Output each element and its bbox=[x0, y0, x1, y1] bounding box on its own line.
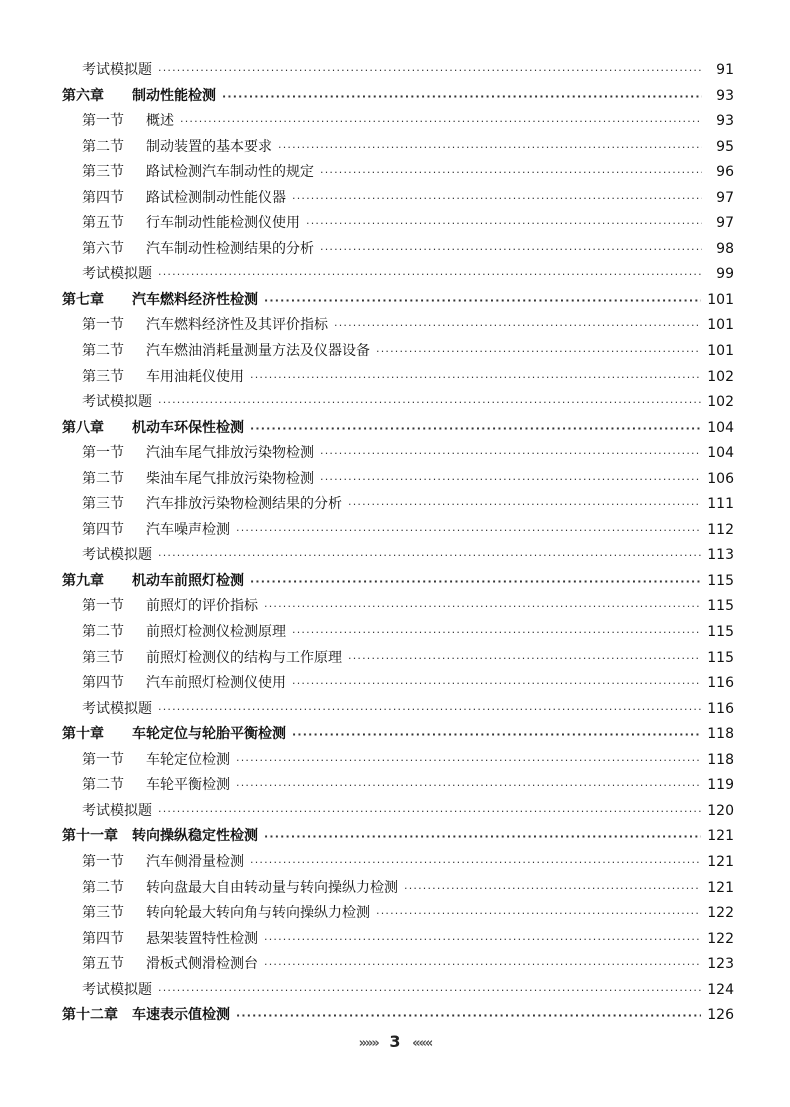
toc-entry-title: 悬架装置特性检测 bbox=[146, 930, 258, 947]
toc-entry-number: 第二节 bbox=[82, 777, 124, 794]
toc-page-number: 93 bbox=[716, 87, 734, 104]
toc-entry-row bbox=[62, 697, 734, 723]
toc-entry-title: 汽车噪声检测 bbox=[146, 521, 230, 538]
toc-page-number: 106 bbox=[707, 470, 734, 487]
toc-page-number: 102 bbox=[707, 394, 734, 411]
toc-entry-number: 第六章 bbox=[62, 87, 104, 104]
toc-page-number: 112 bbox=[707, 521, 734, 538]
toc-entry-row bbox=[62, 339, 734, 365]
toc-entry-number: 第十一章 bbox=[62, 828, 118, 845]
toc-entry-title: 机动车环保性检测 bbox=[132, 419, 244, 436]
toc-entry-title: 路试检测制动性能仪器 bbox=[146, 189, 286, 206]
toc-entry-number: 第十章 bbox=[62, 726, 104, 743]
toc-entry-title: 车轮定位与轮胎平衡检测 bbox=[132, 726, 286, 743]
toc-entry-row bbox=[62, 390, 734, 416]
toc-page-number: 93 bbox=[716, 113, 734, 130]
dot-leader bbox=[158, 262, 702, 288]
dot-leader bbox=[264, 824, 701, 850]
toc-page-number: 115 bbox=[707, 598, 734, 615]
toc-entry-row bbox=[62, 543, 734, 569]
toc-chapter-row bbox=[62, 824, 734, 850]
dot-leader bbox=[158, 390, 701, 416]
dot-leader bbox=[278, 135, 702, 161]
toc-page-number: 96 bbox=[716, 164, 734, 181]
toc-page-number: 119 bbox=[707, 777, 734, 794]
toc-entry-title: 车速表示值检测 bbox=[132, 1007, 230, 1024]
dot-leader bbox=[250, 416, 701, 442]
toc-chapter-row bbox=[62, 1003, 734, 1029]
dot-leader bbox=[292, 671, 701, 697]
dot-leader bbox=[264, 952, 701, 978]
toc-entry-number: 第九章 bbox=[62, 572, 104, 589]
toc-page-number: 97 bbox=[716, 215, 734, 232]
toc-entry-number: 第一节 bbox=[82, 751, 124, 768]
toc-page-number: 116 bbox=[707, 700, 734, 717]
toc-entry-title: 车轮定位检测 bbox=[146, 751, 230, 768]
dot-leader bbox=[292, 620, 701, 646]
dot-leader bbox=[236, 748, 701, 774]
toc-entry-title: 汽油车尾气排放污染物检测 bbox=[146, 445, 314, 462]
toc-page-number: 122 bbox=[707, 905, 734, 922]
toc-page-number: 124 bbox=[707, 981, 734, 998]
toc-entry-title: 路试检测汽车制动性的规定 bbox=[146, 164, 314, 181]
toc-entry-title: 前照灯检测仪的结构与工作原理 bbox=[146, 649, 342, 666]
toc-entry-title: 汽车燃料经济性及其评价指标 bbox=[146, 317, 328, 334]
toc-entry-number: 第四节 bbox=[82, 189, 124, 206]
dot-leader bbox=[348, 646, 701, 672]
dot-leader bbox=[264, 594, 701, 620]
toc-page-number: 98 bbox=[716, 240, 734, 257]
toc-page-number: 116 bbox=[707, 675, 734, 692]
toc-entry-number: 第三节 bbox=[82, 649, 124, 666]
toc-page-number: 111 bbox=[707, 496, 734, 513]
toc-entry-row bbox=[62, 748, 734, 774]
toc-entry-row bbox=[62, 620, 734, 646]
dot-leader bbox=[250, 850, 701, 876]
toc-page-number: 118 bbox=[707, 751, 734, 768]
dot-leader bbox=[180, 109, 702, 135]
toc-page-number: 122 bbox=[707, 930, 734, 947]
toc-page-number: 104 bbox=[707, 445, 734, 462]
right-arrows-ornament: ««« bbox=[412, 1036, 432, 1051]
toc-entry-title: 汽车侧滑量检测 bbox=[146, 853, 244, 870]
dot-leader bbox=[320, 160, 702, 186]
toc-entry-row bbox=[62, 467, 734, 493]
page-footer bbox=[0, 1032, 790, 1051]
toc-entry-title: 转向操纵稳定性检测 bbox=[132, 828, 258, 845]
dot-leader bbox=[320, 467, 701, 493]
toc-entry-title: 考试模拟题 bbox=[82, 802, 152, 819]
toc-chapter-row bbox=[62, 84, 734, 110]
toc-entry-row bbox=[62, 211, 734, 237]
toc-page-number: 101 bbox=[707, 317, 734, 334]
toc-entry-title: 前照灯检测仪检测原理 bbox=[146, 624, 286, 641]
toc-entry-row bbox=[62, 365, 734, 391]
toc-entry-row bbox=[62, 186, 734, 212]
toc-entry-title: 汽车制动性检测结果的分析 bbox=[146, 240, 314, 257]
toc-entry-row bbox=[62, 901, 734, 927]
toc-page-number: 101 bbox=[707, 291, 734, 308]
toc-entry-number: 第六节 bbox=[82, 240, 124, 257]
dot-leader bbox=[334, 313, 701, 339]
toc-entry-title: 转向盘最大自由转动量与转向操纵力检测 bbox=[146, 879, 398, 896]
toc-page-number: 121 bbox=[707, 853, 734, 870]
toc-entry-number: 第一节 bbox=[82, 445, 124, 462]
toc-page-number: 115 bbox=[707, 624, 734, 641]
toc-entry-row bbox=[62, 850, 734, 876]
toc-entry-number: 第七章 bbox=[62, 291, 104, 308]
toc-entry-number: 第三节 bbox=[82, 368, 124, 385]
toc-chapter-row bbox=[62, 416, 734, 442]
dot-leader bbox=[158, 697, 701, 723]
toc-entry-number: 第二节 bbox=[82, 470, 124, 487]
toc-page-number: 91 bbox=[716, 62, 734, 78]
toc-page-number: 99 bbox=[716, 266, 734, 283]
toc-entry-title: 汽车排放污染物检测结果的分析 bbox=[146, 496, 342, 513]
toc-entry-row bbox=[62, 978, 734, 1004]
dot-leader bbox=[222, 84, 702, 110]
toc-entry-number: 第二节 bbox=[82, 343, 124, 360]
toc-entry-number: 第四节 bbox=[82, 675, 124, 692]
toc-entry-title: 概述 bbox=[146, 113, 174, 130]
toc-page-number: 104 bbox=[707, 419, 734, 436]
dot-leader bbox=[376, 339, 701, 365]
dot-leader bbox=[158, 543, 701, 569]
toc-entry-title: 前照灯的评价指标 bbox=[146, 598, 258, 615]
toc-page-number: 123 bbox=[707, 956, 734, 973]
toc-entry-row bbox=[62, 927, 734, 953]
toc-entry-number: 第三节 bbox=[82, 496, 124, 513]
toc-entry-title: 考试模拟题 bbox=[82, 394, 152, 411]
toc-entry-number: 第二节 bbox=[82, 879, 124, 896]
dot-leader bbox=[158, 799, 701, 825]
toc-page-number: 118 bbox=[707, 726, 734, 743]
toc-entry-row bbox=[62, 313, 734, 339]
dot-leader bbox=[292, 722, 701, 748]
toc-chapter-row bbox=[62, 722, 734, 748]
toc-entry-number: 第三节 bbox=[82, 905, 124, 922]
toc-entry-number: 第二节 bbox=[82, 624, 124, 641]
toc-entry-row bbox=[62, 876, 734, 902]
toc-entry-number: 第二节 bbox=[82, 138, 124, 155]
toc-entry-row bbox=[62, 492, 734, 518]
toc-entry-title: 考试模拟题 bbox=[82, 266, 152, 283]
dot-leader bbox=[236, 518, 701, 544]
toc-entry-row bbox=[62, 58, 734, 84]
toc-page-number: 101 bbox=[707, 343, 734, 360]
toc-entry-row bbox=[62, 594, 734, 620]
toc-page-number: 115 bbox=[707, 572, 734, 589]
toc-entry-number: 第三节 bbox=[82, 164, 124, 181]
toc-entry-row bbox=[62, 262, 734, 288]
toc-entry-title: 制动性能检测 bbox=[132, 87, 216, 104]
dot-leader bbox=[320, 441, 701, 467]
toc-entry-row bbox=[62, 646, 734, 672]
dot-leader bbox=[320, 237, 702, 263]
toc-page-number: 120 bbox=[707, 802, 734, 819]
toc-entry-number: 第八章 bbox=[62, 419, 104, 436]
toc-entry-row bbox=[62, 671, 734, 697]
dot-leader bbox=[158, 58, 702, 84]
dot-leader bbox=[348, 492, 701, 518]
page-number: 3 bbox=[389, 1032, 401, 1051]
toc-entry-number: 第一节 bbox=[82, 113, 124, 130]
toc-entry-title: 柴油车尾气排放污染物检测 bbox=[146, 470, 314, 487]
dot-leader bbox=[376, 901, 701, 927]
toc-entry-row bbox=[62, 952, 734, 978]
dot-leader bbox=[306, 211, 702, 237]
toc-entry-number: 第五节 bbox=[82, 956, 124, 973]
dot-leader bbox=[250, 569, 701, 595]
toc-entry-title: 机动车前照灯检测 bbox=[132, 572, 244, 589]
dot-leader bbox=[292, 186, 702, 212]
toc-entry-row bbox=[62, 109, 734, 135]
table-of-contents bbox=[62, 58, 734, 1029]
toc-entry-title: 考试模拟题 bbox=[82, 547, 152, 564]
dot-leader bbox=[250, 365, 701, 391]
toc-entry-row bbox=[62, 773, 734, 799]
toc-entry-number: 第四节 bbox=[82, 930, 124, 947]
toc-entry-title: 车轮平衡检测 bbox=[146, 777, 230, 794]
toc-entry-title: 汽车前照灯检测仪使用 bbox=[146, 675, 286, 692]
toc-page-number: 97 bbox=[716, 189, 734, 206]
dot-leader bbox=[264, 927, 701, 953]
toc-entry-title: 滑板式侧滑检测台 bbox=[146, 956, 258, 973]
toc-entry-number: 第十二章 bbox=[62, 1007, 118, 1024]
toc-page-number: 113 bbox=[707, 547, 734, 564]
toc-entry-title: 汽车燃料经济性检测 bbox=[132, 291, 258, 308]
toc-entry-row bbox=[62, 799, 734, 825]
toc-page-number: 121 bbox=[707, 828, 734, 845]
toc-entry-title: 考试模拟题 bbox=[82, 62, 152, 78]
toc-entry-title: 汽车燃油消耗量测量方法及仪器设备 bbox=[146, 343, 370, 360]
toc-entry-row bbox=[62, 518, 734, 544]
dot-leader bbox=[236, 1003, 701, 1029]
toc-entry-row bbox=[62, 160, 734, 186]
toc-chapter-row bbox=[62, 569, 734, 595]
toc-entry-number: 第一节 bbox=[82, 598, 124, 615]
dot-leader bbox=[158, 978, 701, 1004]
toc-entry-title: 考试模拟题 bbox=[82, 700, 152, 717]
toc-entry-title: 考试模拟题 bbox=[82, 981, 152, 998]
toc-entry-row bbox=[62, 237, 734, 263]
toc-entry-number: 第五节 bbox=[82, 215, 124, 232]
toc-page-number: 126 bbox=[707, 1007, 734, 1024]
toc-entry-row bbox=[62, 441, 734, 467]
toc-entry-title: 制动装置的基本要求 bbox=[146, 138, 272, 155]
toc-page-number: 115 bbox=[707, 649, 734, 666]
toc-entry-number: 第一节 bbox=[82, 317, 124, 334]
toc-entry-title: 行车制动性能检测仪使用 bbox=[146, 215, 300, 232]
dot-leader bbox=[264, 288, 701, 314]
toc-entry-title: 转向轮最大转向角与转向操纵力检测 bbox=[146, 905, 370, 922]
toc-entry-title: 车用油耗仪使用 bbox=[146, 368, 244, 385]
toc-entry-number: 第一节 bbox=[82, 853, 124, 870]
toc-entry-number: 第四节 bbox=[82, 521, 124, 538]
toc-entry-row bbox=[62, 135, 734, 161]
left-arrows-ornament: »»» bbox=[358, 1036, 378, 1051]
toc-page-number: 95 bbox=[716, 138, 734, 155]
toc-page-number: 102 bbox=[707, 368, 734, 385]
dot-leader bbox=[236, 773, 701, 799]
toc-chapter-row bbox=[62, 288, 734, 314]
toc-page-number: 121 bbox=[707, 879, 734, 896]
dot-leader bbox=[404, 876, 701, 902]
